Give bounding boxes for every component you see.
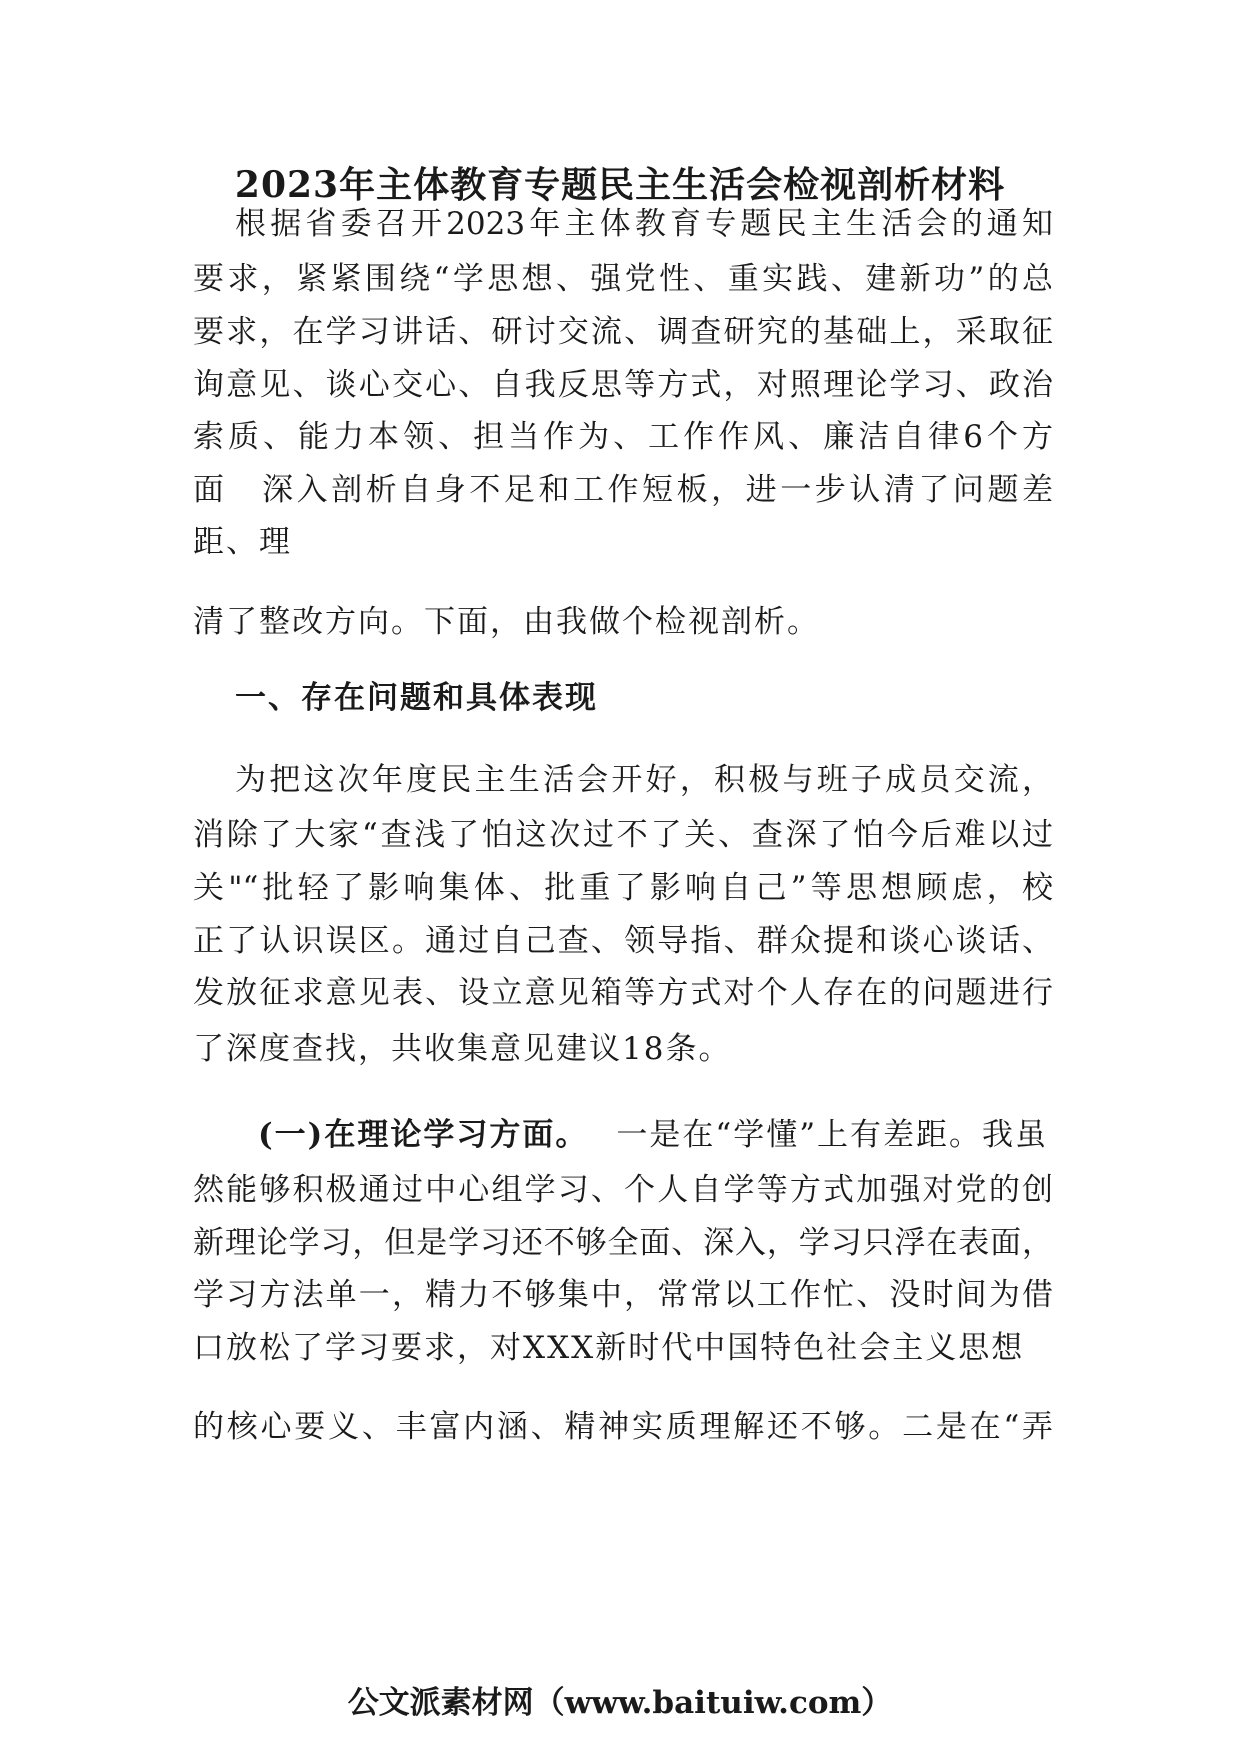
intro-line-1: 根据省委召开2023年主体教育专题民主生活会的通知 — [235, 206, 1053, 242]
intro-line-3: 要求，在学习讲话、研讨交流、调查研究的基础上，采取征 — [193, 314, 1053, 350]
section1-line-4: 正了认识误区。通过自己查、领导指、群众提和谈心谈话、 — [193, 923, 1053, 959]
intro-line-4: 询意见、谈心交心、自我反思等方式，对照理论学习、政治 — [193, 367, 1053, 403]
sub1-line-6: 的核心要义、丰富内涵、精神实质理解还不够。二是在“弄 — [193, 1409, 1053, 1445]
section1-line-1: 为把这次年度民主生活会开好，积极与班子成员交流， — [235, 762, 1053, 798]
intro-line-5: 索质、能力本领、担当作为、工作作风、廉洁自律6个方 — [193, 419, 1053, 455]
section-heading-1: 一、存在问题和具体表现 — [235, 680, 598, 716]
sub1-line-2: 然能够积极通过中心组学习、个人自学等方式加强对党的创 — [193, 1172, 1053, 1208]
intro-line-8: 清了整改方向。下面，由我做个检视剖析。 — [193, 604, 820, 640]
sub1-line-4: 学习方法单一，精力不够集中，常常以工作忙、没时间为借 — [193, 1277, 1053, 1313]
sub1-line-3: 新理论学习，但是学习还不够全面、深入，学习只浮在表面， — [193, 1225, 1053, 1261]
section1-line-3: 关"“批轻了影响集体、批重了影响自己”等思想顾虑，校 — [193, 870, 1053, 906]
intro-line-6: 面 深入剖析自身不足和工作短板，进一步认清了问题差 — [193, 472, 1053, 508]
intro-line-7: 距、理 — [193, 524, 292, 560]
sub1-heading: (一)在理论学习方面。 — [258, 1117, 589, 1153]
section1-line-5: 发放征求意见表、设立意见箱等方式对个人存在的问题进行 — [193, 975, 1053, 1011]
footer-source: 公文派素材网（www.baituiw.com） — [347, 1685, 893, 1721]
intro-line-2: 要求，紧紧围绕“学思想、强党性、重实践、建新功”的总 — [193, 261, 1053, 297]
section1-line-6: 了深度查找，共收集意见建议18条。 — [193, 1031, 732, 1067]
sub1-first-line — [258, 1113, 1053, 1157]
sub1-first-rest: 一是在“学懂”上有差距。我虽 — [616, 1117, 1049, 1153]
section1-line-2: 消除了大家“查浅了怕这次过不了关、查深了怕今后难以过 — [193, 817, 1053, 853]
sub1-line-5: 口放松了学习要求，对XXX新时代中国特色社会主义思想 — [193, 1330, 1025, 1366]
document-title: 2023年主体教育专题民主生活会检视剖析材料 — [234, 164, 1006, 206]
